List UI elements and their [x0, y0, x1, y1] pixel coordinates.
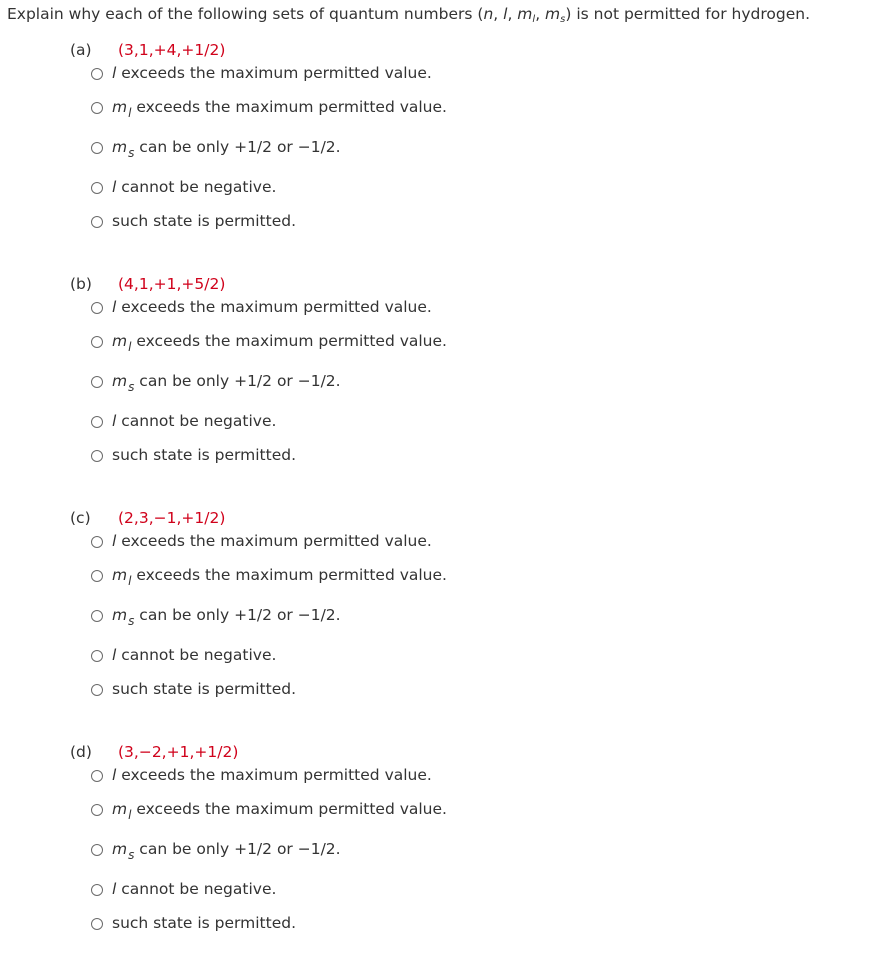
radio-button[interactable] — [91, 376, 103, 388]
answer-option[interactable] — [91, 410, 276, 432]
answer-option[interactable] — [91, 330, 447, 352]
option-variable: m — [112, 138, 128, 156]
separator: , — [507, 5, 518, 23]
radio-button[interactable] — [91, 182, 103, 194]
option-variable: l — [112, 766, 117, 784]
answer-option[interactable] — [91, 96, 447, 118]
option-label: can be only +1/2 or −1/2. — [134, 606, 341, 624]
option-label: cannot be negative. — [116, 880, 277, 898]
part-letter: (d) — [70, 743, 92, 761]
part-header — [70, 508, 850, 528]
option-label: cannot be negative. — [116, 646, 277, 664]
option-variable: l — [112, 298, 117, 316]
prompt-text-start: Explain why each of the following sets of quantum numbers ( — [7, 5, 484, 23]
separator: , — [493, 5, 504, 23]
answer-option[interactable] — [91, 564, 447, 586]
radio-button[interactable] — [91, 918, 103, 930]
var-ml-sub: l — [532, 14, 536, 25]
option-label: exceeds the maximum permitted value. — [116, 532, 432, 550]
option-variable: m — [112, 800, 128, 818]
option-label: exceeds the maximum permitted value. — [131, 800, 447, 818]
option-variable: l — [112, 412, 117, 430]
answer-option[interactable] — [91, 912, 296, 934]
option-variable: l — [112, 880, 117, 898]
prompt-text-end: ) is not permitted for hydrogen. — [565, 5, 811, 23]
option-label: such state is permitted. — [112, 914, 297, 932]
part-letter: (a) — [70, 41, 92, 59]
option-label: can be only +1/2 or −1/2. — [134, 840, 341, 858]
answer-option[interactable] — [91, 210, 296, 232]
var-n: n — [483, 5, 494, 23]
answer-option[interactable] — [91, 62, 432, 84]
option-variable-subscript: s — [128, 146, 135, 160]
radio-button[interactable] — [91, 884, 103, 896]
part-header — [70, 274, 850, 294]
question-part — [70, 508, 850, 698]
radio-button[interactable] — [91, 610, 103, 622]
option-label: can be only +1/2 or −1/2. — [134, 138, 341, 156]
answer-option[interactable] — [91, 604, 341, 626]
option-variable: m — [112, 372, 128, 390]
option-label: exceeds the maximum permitted value. — [116, 64, 432, 82]
radio-button[interactable] — [91, 570, 103, 582]
option-variable-subscript: l — [128, 106, 132, 120]
answer-option[interactable] — [91, 838, 341, 860]
answer-option[interactable] — [91, 644, 276, 666]
option-label: cannot be negative. — [116, 178, 277, 196]
radio-button[interactable] — [91, 216, 103, 228]
part-letter: (c) — [70, 509, 91, 527]
radio-button[interactable] — [91, 650, 103, 662]
radio-button[interactable] — [91, 102, 103, 114]
separator: , — [535, 5, 546, 23]
option-variable-subscript: s — [128, 848, 135, 862]
option-variable: m — [112, 840, 128, 858]
answer-option[interactable] — [91, 764, 432, 786]
part-header — [70, 742, 850, 762]
option-variable-subscript: l — [128, 574, 132, 588]
answer-option[interactable] — [91, 296, 432, 318]
answer-option[interactable] — [91, 444, 296, 466]
option-variable: m — [112, 332, 128, 350]
radio-button[interactable] — [91, 684, 103, 696]
option-label: such state is permitted. — [112, 446, 297, 464]
option-variable: l — [112, 532, 117, 550]
quantum-number-set: (3,1,+4,+1/2) — [118, 41, 226, 59]
option-label: such state is permitted. — [112, 212, 297, 230]
option-label: exceeds the maximum permitted value. — [131, 98, 447, 116]
option-label: exceeds the maximum permitted value. — [116, 766, 432, 784]
radio-button[interactable] — [91, 536, 103, 548]
radio-button[interactable] — [91, 804, 103, 816]
option-label: exceeds the maximum permitted value. — [131, 566, 447, 584]
answer-option[interactable] — [91, 370, 341, 392]
option-label: such state is permitted. — [112, 680, 297, 698]
option-variable: l — [112, 64, 117, 82]
option-variable: l — [112, 178, 117, 196]
radio-button[interactable] — [91, 844, 103, 856]
radio-button[interactable] — [91, 770, 103, 782]
question-part — [70, 742, 850, 932]
answer-option[interactable] — [91, 530, 432, 552]
quantum-number-set: (3,−2,+1,+1/2) — [118, 743, 239, 761]
radio-button[interactable] — [91, 450, 103, 462]
option-variable-subscript: s — [128, 614, 135, 628]
quantum-number-set: (2,3,−1,+1/2) — [118, 509, 226, 527]
radio-button[interactable] — [91, 142, 103, 154]
quantum-number-set: (4,1,+1,+5/2) — [118, 275, 226, 293]
option-variable: m — [112, 566, 128, 584]
radio-button[interactable] — [91, 416, 103, 428]
question-part — [70, 274, 850, 464]
option-label: exceeds the maximum permitted value. — [131, 332, 447, 350]
question-part — [70, 40, 850, 230]
option-variable-subscript: l — [128, 340, 132, 354]
answer-option[interactable] — [91, 176, 276, 198]
option-variable: l — [112, 646, 117, 664]
var-l: l — [503, 5, 508, 23]
question-prompt — [7, 4, 810, 24]
radio-button[interactable] — [91, 302, 103, 314]
answer-option[interactable] — [91, 136, 341, 158]
option-label: cannot be negative. — [116, 412, 277, 430]
part-letter: (b) — [70, 275, 92, 293]
answer-option[interactable] — [91, 878, 276, 900]
radio-button[interactable] — [91, 336, 103, 348]
answer-option[interactable] — [91, 678, 296, 700]
option-label: can be only +1/2 or −1/2. — [134, 372, 341, 390]
answer-option[interactable] — [91, 798, 447, 820]
option-variable-subscript: s — [128, 380, 135, 394]
option-variable: m — [112, 606, 128, 624]
var-ml: m — [517, 5, 533, 23]
part-header — [70, 40, 850, 60]
option-label: exceeds the maximum permitted value. — [116, 298, 432, 316]
radio-button[interactable] — [91, 68, 103, 80]
var-ms-sub: s — [560, 14, 566, 25]
option-variable: m — [112, 98, 128, 116]
option-variable-subscript: l — [128, 808, 132, 822]
var-ms: m — [545, 5, 561, 23]
